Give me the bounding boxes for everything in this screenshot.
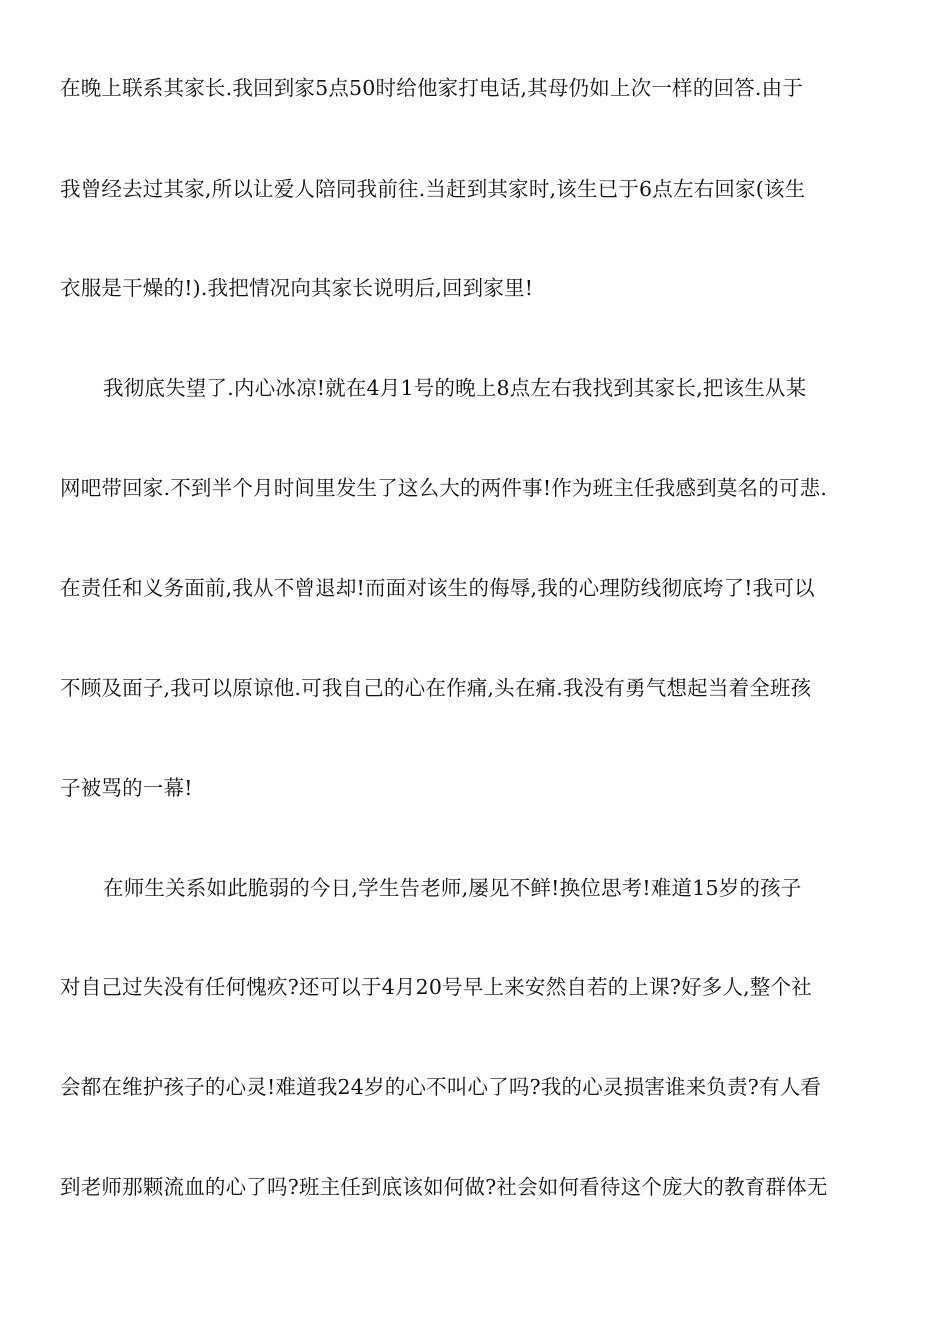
text-line-8: 子被骂的一幕! [60, 776, 193, 800]
paragraph-start-line-4: 我彻底失望了.内心冰凉!就在4月1号的晚上8点左右我找到其家长,把该生从某 [103, 376, 807, 400]
text-line-7: 不顾及面子,我可以原谅他.可我自己的心在作痛,头在痛.我没有勇气想起当着全班孩 [60, 676, 812, 700]
paragraph-start-line-9: 在师生关系如此脆弱的今日,学生告老师,屡见不鲜!换位思考!难道15岁的孩子 [103, 876, 802, 900]
text-line-10: 对自己过失没有任何愧疚?还可以于4月20号早上来安然自若的上课?好多人,整个社 [60, 975, 812, 999]
text-line-12: 到老师那颗流血的心了吗?班主任到底该如何做?社会如何看待这个庞大的教育群体无 [60, 1175, 828, 1199]
text-line-11: 会都在维护孩子的心灵!难道我24岁的心不叫心了吗?我的心灵损害谁来负责?有人看 [60, 1075, 822, 1099]
text-line-3: 衣服是干燥的!).我把情况向其家长说明后,回到家里! [60, 276, 534, 300]
text-line-2: 我曾经去过其家,所以让爱人陪同我前往.当赶到其家时,该生已于6点左右回家(该生 [60, 177, 806, 201]
text-line-6: 在责任和义务面前,我从不曾退却!而面对该生的侮辱,我的心理防线彻底垮了!我可以 [60, 576, 815, 600]
text-line-1: 在晚上联系其家长.我回到家5点50时给他家打电话,其母仍如上次一样的回答.由于 [60, 76, 803, 100]
text-line-5: 网吧带回家.不到半个月时间里发生了这么大的两件事!作为班主任我感到莫名的可悲. [60, 476, 828, 500]
